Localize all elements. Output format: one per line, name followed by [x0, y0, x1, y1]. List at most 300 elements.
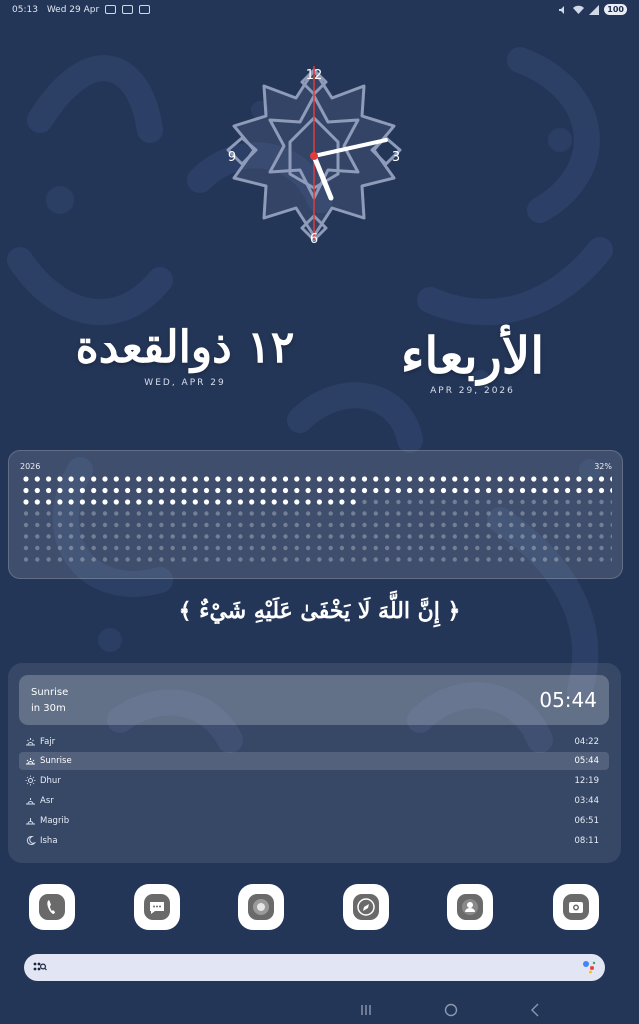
year-dot-remaining [532, 546, 536, 550]
year-dot-remaining [272, 546, 276, 550]
home-icon[interactable] [444, 1003, 458, 1017]
year-dot-elapsed [69, 476, 74, 481]
year-dot-elapsed [317, 476, 322, 481]
year-dot-remaining [182, 511, 186, 515]
year-dot-remaining [577, 523, 581, 527]
year-dot-remaining [227, 557, 231, 561]
year-dot-remaining [306, 523, 310, 527]
year-dot-elapsed [125, 488, 130, 493]
year-dot-remaining [148, 523, 152, 527]
year-dot-remaining [565, 523, 569, 527]
year-dot-remaining [543, 557, 547, 561]
year-dot-remaining [216, 511, 220, 515]
year-dot-elapsed [339, 488, 344, 493]
year-dot-elapsed [418, 476, 423, 481]
year-dot-remaining [46, 534, 50, 538]
year-dot-remaining [329, 534, 333, 538]
year-dot-remaining [238, 557, 242, 561]
year-dot-remaining [419, 557, 423, 561]
year-dot-elapsed [249, 499, 254, 504]
year-dot-remaining [543, 500, 547, 504]
prayer-row-dhur: Dhur 12:19 [19, 772, 609, 790]
year-dot-remaining [486, 557, 490, 561]
year-dot-elapsed [610, 488, 612, 493]
year-dot-remaining [532, 500, 536, 504]
year-dot-elapsed [576, 488, 581, 493]
year-dot-elapsed [599, 488, 604, 493]
year-dot-remaining [419, 534, 423, 538]
status-bar [0, 0, 639, 22]
year-dot-remaining [599, 511, 603, 515]
year-dot-remaining [554, 511, 558, 515]
year-dot-remaining [204, 557, 208, 561]
year-dot-elapsed [215, 488, 220, 493]
year-dot-remaining [182, 534, 186, 538]
year-dot-remaining [80, 523, 84, 527]
camera-app[interactable] [553, 884, 599, 930]
year-dot-remaining [498, 557, 502, 561]
year-dot-remaining [351, 511, 355, 515]
year-dot-remaining [407, 546, 411, 550]
year-dot-remaining [520, 557, 524, 561]
year-dot-elapsed [497, 476, 502, 481]
year-dot-remaining [475, 557, 479, 561]
year-dot-remaining [24, 511, 28, 515]
year-dot-remaining [329, 546, 333, 550]
year-dot-remaining [498, 523, 502, 527]
year-dot-elapsed [407, 488, 412, 493]
year-dot-remaining [114, 534, 118, 538]
year-dot-elapsed [227, 488, 232, 493]
year-dot-remaining [204, 546, 208, 550]
year-dot-elapsed [520, 488, 525, 493]
year-dot-elapsed [181, 476, 186, 481]
clock-numeral-12: 12 [305, 68, 323, 83]
quran-verse: ﴿ إِنَّ اللَّهَ لَا يَخْفَىٰ عَلَيْهِ شَيْءٌ ﴾ [178, 598, 461, 624]
hijri-date-widget[interactable] [70, 318, 300, 388]
year-dot-elapsed [238, 476, 243, 481]
year-dot-remaining [295, 546, 299, 550]
year-dot-remaining [24, 523, 28, 527]
year-dot-remaining [599, 557, 603, 561]
year-dot-elapsed [475, 488, 480, 493]
weekday-subtitle: APR 29, 2026 [430, 386, 515, 396]
year-dot-remaining [385, 534, 389, 538]
year-dot-remaining [396, 500, 400, 504]
notification-icon [105, 5, 116, 14]
year-dot-remaining [125, 546, 129, 550]
year-dot-elapsed [69, 488, 74, 493]
compass-app[interactable] [343, 884, 389, 930]
year-dot-remaining [92, 546, 96, 550]
year-dot-remaining [125, 523, 129, 527]
year-dot-remaining [283, 557, 287, 561]
year-dot-remaining [419, 523, 423, 527]
year-dot-remaining [103, 534, 107, 538]
year-dot-remaining [58, 511, 62, 515]
weekday-widget[interactable] [340, 326, 605, 396]
year-dot-elapsed [57, 499, 62, 504]
clock-numeral-6: 6 [309, 232, 319, 247]
year-dot-remaining [520, 500, 524, 504]
year-dot-remaining [374, 500, 378, 504]
year-dot-remaining [340, 523, 344, 527]
year-dot-remaining [520, 534, 524, 538]
year-dot-remaining [509, 534, 513, 538]
year-dot-remaining [329, 511, 333, 515]
clock-center [310, 152, 318, 160]
year-dot-elapsed [362, 488, 367, 493]
year-dot-elapsed [170, 499, 175, 504]
year-dot-remaining [193, 534, 197, 538]
year-dot-remaining [329, 557, 333, 561]
year-dot-elapsed [35, 488, 40, 493]
year-dot-remaining [385, 557, 389, 561]
year-dot-remaining [611, 557, 613, 561]
year-dot-elapsed [227, 476, 232, 481]
year-dot-remaining [464, 500, 468, 504]
year-dot-remaining [475, 546, 479, 550]
year-dot-elapsed [339, 499, 344, 504]
year-dot-elapsed [238, 488, 243, 493]
app-drawer-icon[interactable] [33, 961, 47, 973]
year-dot-remaining [171, 534, 175, 538]
year-dot-elapsed [215, 499, 220, 504]
year-dot-remaining [250, 546, 254, 550]
year-dot-remaining [114, 546, 118, 550]
year-dot-elapsed [238, 499, 243, 504]
year-dot-remaining [272, 523, 276, 527]
year-dot-remaining [250, 523, 254, 527]
status-date: Wed 29 Apr [46, 5, 100, 15]
year-dot-remaining [453, 523, 457, 527]
year-dot-remaining [238, 534, 242, 538]
year-dot-remaining [92, 511, 96, 515]
mute-icon [558, 5, 568, 15]
year-dot-remaining [498, 511, 502, 515]
asr-icon [25, 795, 36, 806]
year-dot-elapsed [125, 499, 130, 504]
year-dot-remaining [261, 534, 265, 538]
year-dot-remaining [137, 523, 141, 527]
recent-apps-icon[interactable] [360, 1004, 372, 1016]
year-dot-remaining [340, 511, 344, 515]
hijri-date-subtitle: WED, APR 29 [144, 378, 226, 388]
year-dot-remaining [565, 511, 569, 515]
year-dot-remaining [407, 557, 411, 561]
year-dot-remaining [385, 546, 389, 550]
year-dot-remaining [362, 511, 366, 515]
year-dot-elapsed [418, 488, 423, 493]
prayer-times-widget[interactable] [8, 663, 621, 863]
phone-app[interactable] [29, 884, 75, 930]
year-dot-remaining [430, 523, 434, 527]
year-dot-elapsed [497, 488, 502, 493]
year-dot-remaining [137, 534, 141, 538]
year-dot-remaining [204, 534, 208, 538]
year-dot-remaining [509, 500, 513, 504]
year-dot-elapsed [373, 476, 378, 481]
year-dot-remaining [46, 523, 50, 527]
year-dot-remaining [509, 511, 513, 515]
year-dot-elapsed [554, 488, 559, 493]
year-dot-elapsed [272, 476, 277, 481]
year-dot-remaining [340, 534, 344, 538]
battery-indicator: 100 [604, 4, 627, 15]
year-dot-remaining [565, 546, 569, 550]
year-dot-elapsed [193, 499, 198, 504]
contacts-app[interactable] [447, 884, 493, 930]
prayer-row-magrib: Magrib 06:51 [19, 812, 609, 830]
notification-icon [122, 5, 133, 14]
year-dot-remaining [69, 534, 73, 538]
messages-app[interactable] [134, 884, 180, 930]
year-dot-elapsed [385, 488, 390, 493]
year-dot-remaining [543, 523, 547, 527]
year-dot-remaining [159, 557, 163, 561]
year-dot-elapsed [80, 488, 85, 493]
year-dot-elapsed [80, 499, 85, 504]
year-dot-remaining [611, 534, 613, 538]
year-dot-elapsed [373, 488, 378, 493]
search-bar[interactable] [24, 954, 605, 981]
year-dot-elapsed [328, 488, 333, 493]
year-dot-elapsed [283, 476, 288, 481]
year-dot-elapsed [102, 488, 107, 493]
year-dot-remaining [306, 534, 310, 538]
year-dot-remaining [159, 511, 163, 515]
year-dot-remaining [204, 511, 208, 515]
year-dot-elapsed [272, 499, 277, 504]
year-dot-elapsed [204, 499, 209, 504]
year-dot-remaining [498, 534, 502, 538]
year-dot-remaining [486, 523, 490, 527]
clock-face [214, 60, 414, 250]
year-dot-elapsed [46, 476, 51, 481]
hijri-date-calligraphy: ١٢ ذوالقعدة [75, 322, 295, 373]
camera-icon [563, 894, 589, 920]
year-dot-elapsed [351, 488, 356, 493]
year-dot-elapsed [362, 476, 367, 481]
year-dot-remaining [532, 511, 536, 515]
year-dot-elapsed [452, 476, 457, 481]
year-dot-remaining [329, 523, 333, 527]
year-dot-remaining [374, 523, 378, 527]
year-dot-elapsed [351, 476, 356, 481]
year-dot-elapsed [283, 499, 288, 504]
status-left [12, 5, 150, 15]
year-dot-remaining [532, 534, 536, 538]
year-dot-elapsed [57, 488, 62, 493]
year-dot-remaining [137, 546, 141, 550]
year-dot-elapsed [599, 476, 604, 481]
year-dot-remaining [204, 523, 208, 527]
year-dot-remaining [588, 546, 592, 550]
navigation-bar [0, 998, 639, 1024]
year-dot-remaining [92, 557, 96, 561]
year-dot-remaining [35, 546, 39, 550]
year-dot-remaining [58, 523, 62, 527]
year-dot-remaining [396, 546, 400, 550]
year-dot-elapsed [125, 476, 130, 481]
year-dot-elapsed [542, 488, 547, 493]
year-dot-remaining [148, 557, 152, 561]
year-dot-remaining [464, 546, 468, 550]
year-dot-elapsed [576, 476, 581, 481]
year-dot-remaining [374, 534, 378, 538]
year-dot-remaining [532, 523, 536, 527]
year-dot-remaining [238, 523, 242, 527]
year-dot-elapsed [249, 488, 254, 493]
year-dot-remaining [520, 523, 524, 527]
chrome-icon [248, 894, 274, 920]
next-prayer-time: 05:44 [539, 688, 597, 712]
year-dot-remaining [148, 546, 152, 550]
year-dot-remaining [441, 523, 445, 527]
year-dot-remaining [103, 511, 107, 515]
year-dot-remaining [238, 511, 242, 515]
year-dot-remaining [509, 523, 513, 527]
year-dot-remaining [486, 546, 490, 550]
year-dot-elapsed [193, 488, 198, 493]
year-dot-elapsed [306, 476, 311, 481]
year-dot-remaining [362, 557, 366, 561]
year-dot-remaining [419, 500, 423, 504]
year-dot-remaining [565, 500, 569, 504]
year-dot-remaining [306, 546, 310, 550]
year-dot-remaining [543, 534, 547, 538]
year-dot-elapsed [306, 499, 311, 504]
year-dot-remaining [137, 557, 141, 561]
year-dot-remaining [182, 557, 186, 561]
analog-clock-widget[interactable] [214, 60, 414, 250]
year-dot-elapsed [328, 476, 333, 481]
year-dot-elapsed [260, 476, 265, 481]
year-dot-remaining [430, 511, 434, 515]
year-dot-remaining [261, 546, 265, 550]
year-dot-remaining [193, 546, 197, 550]
year-dot-remaining [58, 534, 62, 538]
prayer-row-isha: Isha 08:11 [19, 832, 609, 850]
year-dot-elapsed [430, 488, 435, 493]
year-dot-remaining [295, 534, 299, 538]
year-dot-elapsed [351, 499, 356, 504]
year-dot-remaining [599, 546, 603, 550]
year-dot-elapsed [159, 499, 164, 504]
back-icon[interactable] [530, 1003, 540, 1017]
year-dot-remaining [577, 511, 581, 515]
year-dot-remaining [295, 511, 299, 515]
year-dot-remaining [216, 546, 220, 550]
year-dot-remaining [577, 500, 581, 504]
year-dot-remaining [35, 557, 39, 561]
year-dot-remaining [238, 546, 242, 550]
year-dot-remaining [261, 557, 265, 561]
year-dot-remaining [261, 523, 265, 527]
year-dot-remaining [227, 534, 231, 538]
year-dot-elapsed [317, 488, 322, 493]
year-dot-elapsed [80, 476, 85, 481]
year-dot-remaining [554, 546, 558, 550]
year-dot-elapsed [46, 488, 51, 493]
year-percent: 32% [594, 462, 612, 471]
compass-icon [353, 894, 379, 920]
year-dot-remaining [475, 523, 479, 527]
year-dot-remaining [103, 557, 107, 561]
year-dot-remaining [362, 523, 366, 527]
year-dot-elapsed [102, 499, 107, 504]
year-dot-remaining [114, 523, 118, 527]
year-dot-remaining [317, 534, 321, 538]
year-dot-elapsed [407, 476, 412, 481]
year-dot-elapsed [260, 499, 265, 504]
chrome-app[interactable] [238, 884, 284, 930]
year-dot-remaining [35, 523, 39, 527]
year-dot-elapsed [35, 476, 40, 481]
year-dot-remaining [599, 534, 603, 538]
year-dot-remaining [532, 557, 536, 561]
year-progress-widget[interactable] [8, 450, 623, 579]
year-dot-remaining [35, 511, 39, 515]
prayer-row-fajr: Fajr 04:22 [19, 733, 609, 751]
year-dot-remaining [385, 511, 389, 515]
year-dot-remaining [159, 523, 163, 527]
year-dot-elapsed [430, 476, 435, 481]
year-dot-remaining [611, 500, 613, 504]
clock-numeral-9: 9 [227, 150, 237, 165]
year-dot-remaining [419, 511, 423, 515]
year-dot-remaining [453, 534, 457, 538]
year-dot-remaining [317, 511, 321, 515]
year-dot-remaining [261, 511, 265, 515]
year-dot-remaining [216, 523, 220, 527]
year-dot-remaining [171, 511, 175, 515]
year-dot-remaining [171, 546, 175, 550]
fajr-icon [25, 736, 36, 747]
year-dot-elapsed [283, 488, 288, 493]
year-dot-remaining [58, 557, 62, 561]
year-dot-remaining [509, 557, 513, 561]
year-dot-remaining [543, 546, 547, 550]
year-dot-remaining [430, 557, 434, 561]
year-dot-elapsed [136, 488, 141, 493]
year-dot-elapsed [339, 476, 344, 481]
year-dot-remaining [46, 511, 50, 515]
next-prayer-countdown: in 30m [31, 703, 66, 714]
year-dot-remaining [216, 534, 220, 538]
year-dot-elapsed [23, 476, 28, 481]
year-dot-elapsed [57, 476, 62, 481]
year-dot-elapsed [159, 488, 164, 493]
year-dot-remaining [486, 534, 490, 538]
year-dot-remaining [611, 511, 613, 515]
year-dot-elapsed [509, 488, 514, 493]
year-dot-remaining [351, 534, 355, 538]
year-dot-elapsed [475, 476, 480, 481]
year-dot-elapsed [486, 488, 491, 493]
year-dot-remaining [24, 534, 28, 538]
year-dot-elapsed [91, 499, 96, 504]
notification-icon [139, 5, 150, 14]
year-dot-remaining [520, 511, 524, 515]
year-dot-remaining [193, 557, 197, 561]
year-dot-elapsed [565, 488, 570, 493]
year-dot-elapsed [588, 476, 593, 481]
year-dot-remaining [351, 557, 355, 561]
year-dot-remaining [171, 523, 175, 527]
google-assistant-icon[interactable] [581, 959, 597, 975]
year-dot-remaining [24, 546, 28, 550]
